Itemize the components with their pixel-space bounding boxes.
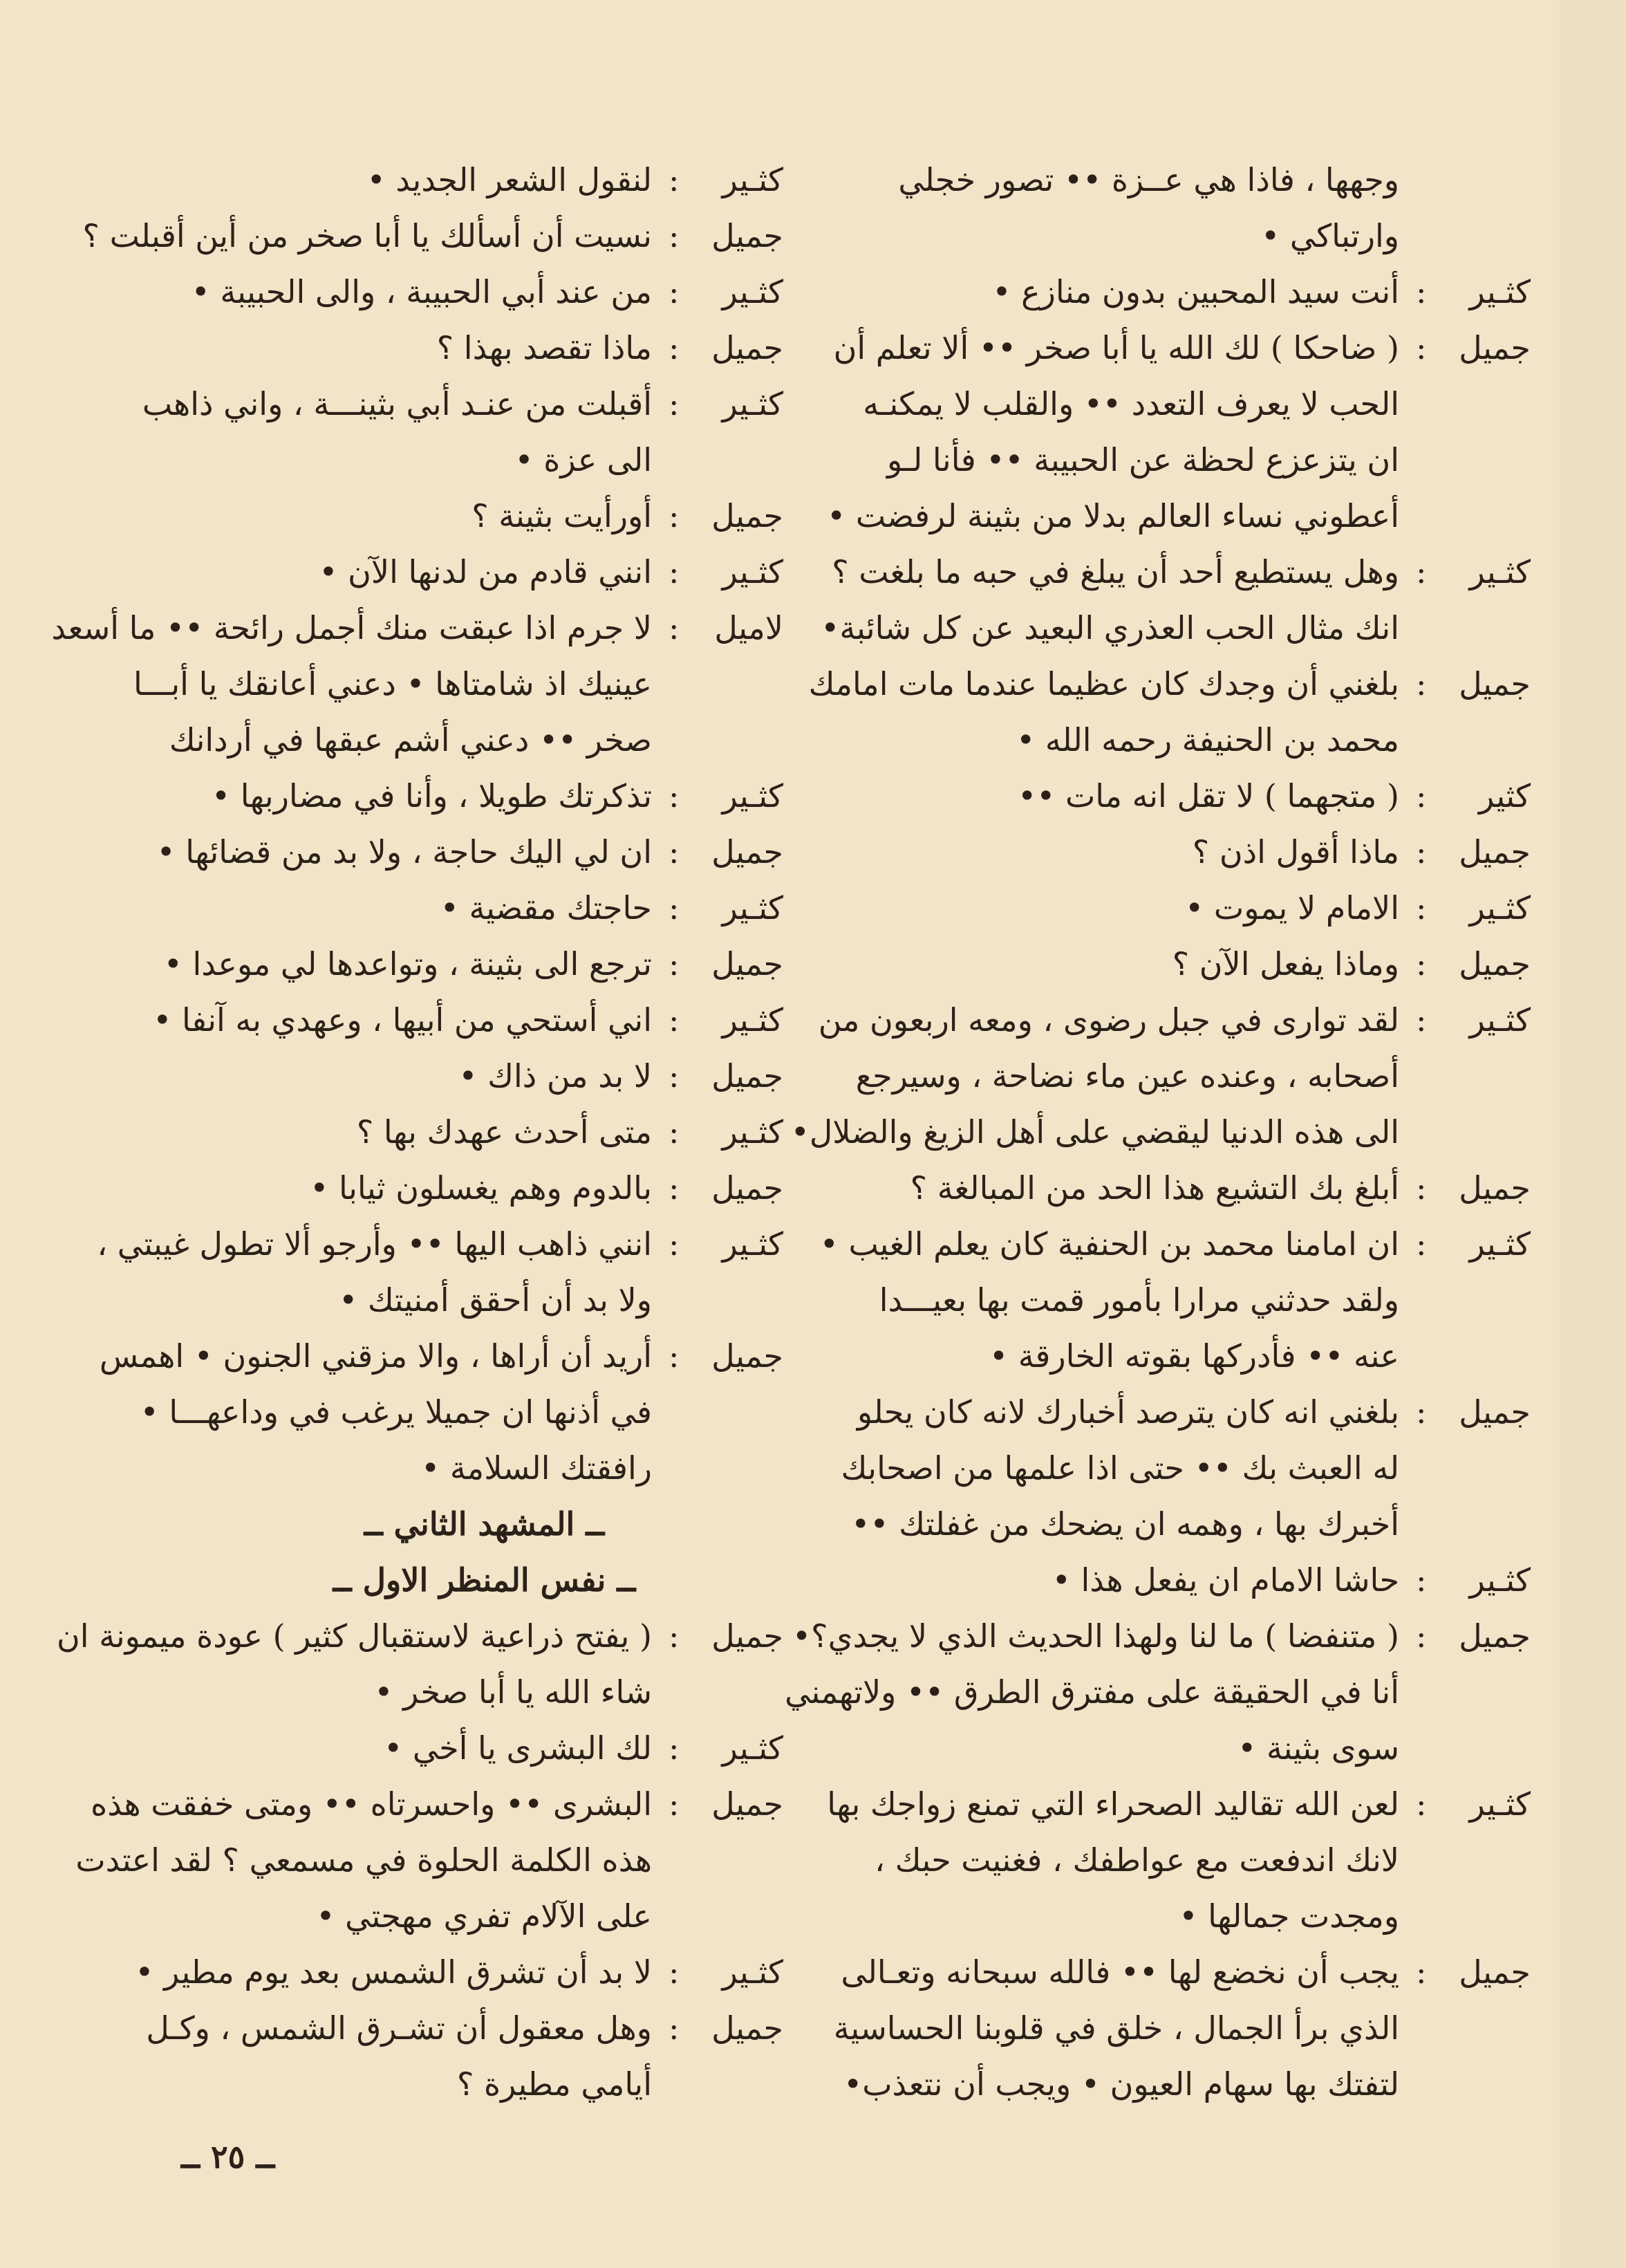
speaker-colon: : (1416, 1393, 1427, 1431)
dialogue-text: الذي برأ الجمال ، خلق في قلوبنا الحساسية (833, 2009, 1399, 2047)
dialogue-text: انك مثال الحب العذري البعيد عن كل شائبة• (821, 609, 1399, 647)
dialogue-text: صخر •• دعني أشم عبقها في أردانك (169, 721, 652, 759)
speaker-colon: : (669, 1113, 680, 1151)
dialogue-line (860, 1272, 1531, 1328)
dialogue-text: ماذا أقول اذن ؟ (1192, 833, 1399, 871)
dialogue-text: الى عزة • (514, 441, 652, 478)
speaker-name: جميل (1459, 1393, 1531, 1431)
scene-heading: ــ نفس المنظر الاول ــ (333, 1561, 636, 1599)
speaker-name: كثـير (722, 273, 783, 310)
speaker-label (652, 768, 783, 824)
dialogue-line (102, 152, 783, 208)
scene-heading: ــ المشهد الثاني ــ (364, 1505, 605, 1543)
speaker-label (652, 376, 783, 432)
speaker-colon: : (669, 161, 680, 198)
speaker-name: جميل (1459, 833, 1531, 871)
dialogue-text: ان يتزعزع لحظة عن الحبيبة •• فأنا لـو (887, 441, 1399, 478)
speaker-label (652, 1944, 783, 2000)
dialogue-text: ومجدت جمالها • (1179, 1897, 1399, 1935)
dialogue-text: أنا في الحقيقة على مفترق الطرق •• ولاتهمني (785, 1673, 1399, 1711)
speaker-name: جميل (1459, 945, 1531, 983)
speaker-label (1399, 320, 1531, 376)
dialogue-line (102, 880, 783, 936)
speaker-name: جميل (711, 329, 783, 366)
speaker-colon: : (669, 217, 680, 254)
speaker-colon: : (1416, 833, 1427, 871)
dialogue-text: لا بد من ذاك • (458, 1057, 652, 1095)
speaker-name: كثـير (1469, 273, 1531, 310)
speaker-colon: : (1416, 889, 1427, 927)
speaker-label (652, 488, 783, 544)
dialogue-text: من عند أبي الحبيبة ، والى الحبيبة • (191, 273, 652, 310)
dialogue-text: وماذا يفعل الآن ؟ (1172, 945, 1399, 983)
dialogue-line (102, 376, 783, 432)
speaker-name: كثـير (722, 385, 783, 422)
dialogue-line (855, 1048, 1531, 1104)
speaker-name: جميل (711, 1057, 783, 1095)
dialogue-line (785, 1664, 1531, 1720)
speaker-name: كثـير (1469, 889, 1531, 927)
dialogue-line (821, 600, 1531, 656)
dialogue-text: أقبلت من عنـد أبي بثينـــة ، واني ذاهب (142, 385, 652, 422)
speaker-label (1399, 1608, 1531, 1664)
speaker-label (652, 880, 783, 936)
dialogue-line (102, 1664, 783, 1720)
dialogue-text: لا بد أن تشرق الشمس بعد يوم مطير • (135, 1953, 652, 1991)
dialogue-line (833, 320, 1531, 376)
speaker-label (1399, 656, 1531, 712)
dialogue-line (841, 1944, 1531, 2000)
page-edge-shadow (1560, 0, 1626, 2268)
dialogue-line (860, 264, 1531, 320)
speaker-colon: : (1416, 945, 1427, 983)
dialogue-line (819, 1216, 1531, 1272)
speaker-label (652, 1160, 783, 1216)
dialogue-line (860, 936, 1531, 992)
speaker-label (1399, 1776, 1531, 1832)
dialogue-line (851, 1496, 1531, 1552)
speaker-name: كثـير (1469, 1001, 1531, 1039)
dialogue-text: نسيت أن أسألك يا أبا صخر من أين أقبلت ؟ (82, 217, 652, 254)
dialogue-line (97, 1216, 783, 1272)
dialogue-text: لا جرم اذا عبقت منك أجمل رائحة •• ما أسعد (51, 609, 652, 647)
dialogue-line (860, 208, 1531, 264)
dialogue-text: وهل معقول أن تشـرق الشمس ، وكـل (146, 2009, 652, 2047)
speaker-label (1399, 768, 1531, 824)
speaker-label (652, 992, 783, 1048)
speaker-colon: : (669, 1225, 680, 1263)
dialogue-line (860, 1160, 1531, 1216)
dialogue-line (790, 1104, 1531, 1160)
speaker-label (1399, 1216, 1531, 1272)
dialogue-text: عنه •• فأدركها بقوته الخارقة • (989, 1337, 1399, 1375)
speaker-colon: : (1416, 553, 1427, 591)
dialogue-text: أصحابه ، وعنده عين ماء نضاحة ، وسيرجع (855, 1057, 1399, 1095)
speaker-name: كثـير (722, 161, 783, 198)
dialogue-text: أريد أن أراها ، والا مزقني الجنون • اهمس (99, 1337, 652, 1375)
speaker-name: كثـير (722, 1001, 783, 1039)
speaker-colon: : (669, 2009, 680, 2047)
dialogue-line (102, 432, 783, 488)
speaker-colon: : (669, 1785, 680, 1823)
dialogue-line (102, 2000, 783, 2056)
dialogue-line (792, 1608, 1531, 1664)
speaker-colon: : (1416, 329, 1427, 366)
speaker-name: كثـير (1469, 1561, 1531, 1599)
dialogue-line (102, 1160, 783, 1216)
dialogue-text: الى هذه الدنيا ليقضي على أهل الزيغ والضلال• (790, 1113, 1399, 1151)
left-text-column (51, 152, 783, 2112)
speaker-name: جميل (711, 217, 783, 254)
speaker-colon: : (1416, 1561, 1427, 1599)
dialogue-text: حاجتك مقضية • (440, 889, 652, 927)
dialogue-line (860, 152, 1531, 208)
dialogue-text: محمد بن الحنيفة رحمه الله • (1016, 721, 1399, 759)
speaker-name: جميل (1459, 329, 1531, 366)
speaker-colon: : (669, 1729, 680, 1767)
dialogue-line (843, 2056, 1531, 2112)
speaker-label (652, 544, 783, 600)
speaker-colon: : (669, 945, 680, 983)
dialogue-line (75, 1832, 783, 1888)
speaker-label (652, 320, 783, 376)
speaker-name: كثير (1478, 777, 1531, 815)
dialogue-text: وهل يستطيع أحد أن يبلغ في حبه ما بلغت ؟ (832, 553, 1399, 591)
dialogue-text: ( متجهما ) لا تقل انه مات •• (1018, 777, 1399, 815)
dialogue-line (827, 1776, 1531, 1832)
dialogue-text: له العبث بك •• حتى اذا علمها من اصحابك (841, 1449, 1399, 1487)
speaker-colon: : (669, 1169, 680, 1207)
speaker-name: جميل (711, 1785, 783, 1823)
speaker-colon: : (1416, 1617, 1427, 1655)
speaker-label (1399, 936, 1531, 992)
dialogue-line (57, 1608, 783, 1664)
speaker-colon: : (669, 329, 680, 366)
speaker-colon: : (669, 1057, 680, 1095)
dialogue-line (102, 1384, 783, 1440)
dialogue-line (860, 1552, 1531, 1608)
dialogue-line (99, 1328, 783, 1384)
speaker-colon: : (1416, 1953, 1427, 1991)
speaker-name: جميل (711, 945, 783, 983)
speaker-name: كثـير (722, 1729, 783, 1767)
speaker-name: جميل (1459, 1953, 1531, 1991)
dialogue-line (102, 264, 783, 320)
dialogue-text: أخبرك بها ، وهمه ان يضحك من غفلتك •• (851, 1505, 1399, 1543)
speaker-name: جميل (711, 1337, 783, 1375)
speaker-colon: : (669, 777, 680, 815)
dialogue-text: لك البشرى يا أخي • (384, 1729, 652, 1767)
dialogue-text: بلغني أن وجدك كان عظيما عندما مات امامك (808, 665, 1399, 703)
speaker-label (652, 1216, 783, 1272)
speaker-label (1399, 992, 1531, 1048)
dialogue-line (860, 768, 1531, 824)
speaker-colon: : (669, 553, 680, 591)
dialogue-line (51, 600, 783, 656)
dialogue-text: أيامي مطيرة ؟ (457, 2065, 652, 2103)
speaker-label (1399, 824, 1531, 880)
dialogue-line (102, 1888, 783, 1944)
dialogue-line (833, 2000, 1531, 2056)
speaker-colon: : (669, 1001, 680, 1039)
speaker-colon: : (669, 385, 680, 422)
dialogue-text: تذكرتك طويلا ، وأنا في مضاربها • (211, 777, 652, 815)
dialogue-text: اني أستحي من أبيها ، وعهدي به آنفا • (153, 1001, 652, 1039)
speaker-label (652, 600, 783, 656)
speaker-name: كثـير (1469, 1785, 1531, 1823)
right-text-column (785, 152, 1531, 2112)
speaker-label (1399, 880, 1531, 936)
dialogue-text: البشرى •• واحسرتاه •• ومتى خفقت هذه (91, 1785, 652, 1823)
dialogue-text: انني ذاهب اليها •• وأرجو ألا تطول غيبتي ، (97, 1225, 652, 1263)
dialogue-text: بلغني انه كان يترصد أخبارك لانه كان يحلو (857, 1393, 1399, 1431)
dialogue-text: ( متنفضا ) ما لنا ولهذا الحديث الذي لا يجدي؟• (792, 1617, 1399, 1655)
speaker-name: جميل (711, 1169, 783, 1207)
dialogue-text: لانك اندفعت مع عواطفك ، فغنيت حبك ، (875, 1841, 1399, 1879)
speaker-name: جميل (1459, 665, 1531, 703)
speaker-colon: : (669, 497, 680, 535)
dialogue-text: حاشا الامام ان يفعل هذا • (1052, 1561, 1399, 1599)
speaker-colon: : (669, 889, 680, 927)
dialogue-text: الامام لا يموت • (1185, 889, 1399, 927)
dialogue-line (818, 992, 1531, 1048)
speaker-name: كثـير (722, 1953, 783, 1991)
dialogue-line (860, 1832, 1531, 1888)
dialogue-text: عينيك اذ شامتاها • دعني أعانقك يا أبـــا (133, 665, 652, 703)
speaker-colon: : (1416, 273, 1427, 310)
speaker-label (652, 1720, 783, 1776)
speaker-label (1399, 264, 1531, 320)
dialogue-line (827, 488, 1531, 544)
speaker-name: كثـير (1469, 553, 1531, 591)
dialogue-line (102, 320, 783, 376)
speaker-label (1399, 1552, 1531, 1608)
dialogue-line (102, 1944, 783, 2000)
dialogue-line (102, 1104, 783, 1160)
dialogue-line (860, 432, 1531, 488)
speaker-name: جميل (711, 497, 783, 535)
speaker-colon: : (669, 1337, 680, 1375)
dialogue-line (860, 1328, 1531, 1384)
speaker-colon: : (1416, 665, 1427, 703)
speaker-colon: : (1416, 1169, 1427, 1207)
speaker-colon: : (669, 609, 680, 647)
dialogue-text: لقد توارى في جبل رضوى ، ومعه اربعون من (818, 1001, 1399, 1039)
dialogue-text: ولقد حدثني مرارا بأمور قمت بها بعيـــدا (879, 1281, 1399, 1319)
dialogue-line (102, 1440, 783, 1496)
speaker-name: جميل (1459, 1617, 1531, 1655)
dialogue-line (102, 2056, 783, 2112)
speaker-colon: : (669, 833, 680, 871)
speaker-colon: : (1416, 1001, 1427, 1039)
speaker-label (652, 1608, 783, 1664)
dialogue-text: ماذا تقصد بهذا ؟ (436, 329, 652, 366)
dialogue-text: لنقول الشعر الجديد • (366, 161, 652, 198)
speaker-colon: : (669, 273, 680, 310)
speaker-name: كثـير (722, 1225, 783, 1263)
dialogue-line (860, 1888, 1531, 1944)
speaker-label (1399, 1384, 1531, 1440)
speaker-colon: : (669, 1953, 680, 1991)
speaker-name: كثـير (1469, 1225, 1531, 1263)
dialogue-line (102, 768, 783, 824)
dialogue-line (832, 544, 1531, 600)
dialogue-text: لتفتك بها سهام العيون • ويجب أن نتعذب• (843, 2065, 1399, 2103)
speaker-label (652, 208, 783, 264)
dialogue-text: في أذنها ان جميلا يرغب في وداعهـــا • (140, 1393, 652, 1431)
speaker-name: جميل (711, 833, 783, 871)
dialogue-line (860, 824, 1531, 880)
dialogue-line (91, 1776, 783, 1832)
dialogue-line (841, 1440, 1531, 1496)
dialogue-line (102, 1272, 783, 1328)
dialogue-text: يجب أن نخضع لها •• فالله سبحانه وتعـالى (841, 1953, 1399, 1991)
speaker-label (652, 936, 783, 992)
dialogue-line (102, 1720, 783, 1776)
dialogue-text: ان امامنا محمد بن الحنفية كان يعلم الغيب • (819, 1225, 1399, 1263)
dialogue-text: وجهها ، فاذا هي عــزة •• تصور خجلي (898, 161, 1399, 198)
speaker-label (652, 1328, 783, 1384)
dialogue-line (102, 712, 783, 768)
dialogue-text: رافقتك السلامة • (421, 1449, 652, 1487)
page-number: ــ ٢٥ ــ (181, 2138, 275, 2175)
dialogue-text: الحب لا يعرف التعدد •• والقلب لا يمكنـه (863, 385, 1399, 422)
speaker-label (652, 1104, 783, 1160)
speaker-colon: : (1416, 1785, 1427, 1823)
speaker-label (652, 2000, 783, 2056)
dialogue-text: ترجع الى بثينة ، وتواعدها لي موعدا • (163, 945, 652, 983)
dialogue-text: أنت سيد المحبين بدون منازع • (992, 273, 1399, 310)
dialogue-line (808, 656, 1531, 712)
dialogue-line (102, 1048, 783, 1104)
dialogue-text: أبلغ بك التشيع هذا الحد من المبالغة ؟ (910, 1169, 1399, 1207)
dialogue-line (102, 824, 783, 880)
dialogue-line (102, 656, 783, 712)
dialogue-line (860, 712, 1531, 768)
dialogue-text: هذه الكلمة الحلوة في مسمعي ؟ لقد اعتدت (75, 1841, 652, 1879)
speaker-colon: : (1416, 1225, 1427, 1263)
dialogue-line (860, 1720, 1531, 1776)
dialogue-line (860, 376, 1531, 432)
speaker-name: كثـير (722, 553, 783, 591)
speaker-label (652, 1048, 783, 1104)
speaker-name: كثـير (722, 1113, 783, 1151)
speaker-name: كثـير (722, 777, 783, 815)
dialogue-text: شاء الله يا أبا صخر • (374, 1673, 652, 1711)
dialogue-line (102, 544, 783, 600)
dialogue-text: على الآلام تفري مهجتي • (316, 1897, 652, 1935)
dialogue-text: ان لي اليك حاجة ، ولا بد من قضائها • (156, 833, 652, 871)
dialogue-text: ( ضاحكا ) لك الله يا أبا صخر •• ألا تعلم أن (833, 329, 1399, 366)
dialogue-line (860, 880, 1531, 936)
speaker-colon: : (669, 1617, 680, 1655)
dialogue-text: لعن الله تقاليد الصحراء التي تمنع زواجك بها (827, 1785, 1399, 1823)
dialogue-line (857, 1384, 1531, 1440)
speaker-name: كثـير (722, 889, 783, 927)
dialogue-text: متى أحدث عهدك بها ؟ (356, 1113, 652, 1151)
speaker-colon: : (1416, 777, 1427, 815)
dialogue-line (82, 208, 783, 264)
dialogue-text: انني قادم من لدنها الآن • (319, 553, 652, 591)
speaker-label (1399, 1944, 1531, 2000)
dialogue-text: ( يفتح ذراعية لاستقبال كثير ) عودة ميمونة ان (57, 1617, 652, 1655)
speaker-label (652, 824, 783, 880)
speaker-name: جميل (711, 1617, 783, 1655)
speaker-name: جميل (1459, 1169, 1531, 1207)
speaker-label (1399, 1160, 1531, 1216)
dialogue-text: أورأيت بثينة ؟ (471, 497, 652, 535)
speaker-name: لاميل (714, 609, 783, 647)
speaker-label (1399, 544, 1531, 600)
dialogue-line (102, 488, 783, 544)
dialogue-text: أعطوني نساء العالم بدلا من بثينة لرفضت • (827, 497, 1399, 535)
dialogue-text: بالدوم وهم يغسلون ثيابا • (310, 1169, 652, 1207)
dialogue-text: سوى بثينة • (1237, 1729, 1399, 1767)
speaker-name: جميل (711, 2009, 783, 2047)
speaker-label (652, 1776, 783, 1832)
dialogue-line (102, 936, 783, 992)
speaker-label (652, 152, 783, 208)
dialogue-text: ولا بد أن أحقق أمنيتك • (339, 1281, 652, 1319)
speaker-label (652, 264, 783, 320)
dialogue-line (102, 992, 783, 1048)
dialogue-text: وارتباكي • (1261, 217, 1399, 254)
